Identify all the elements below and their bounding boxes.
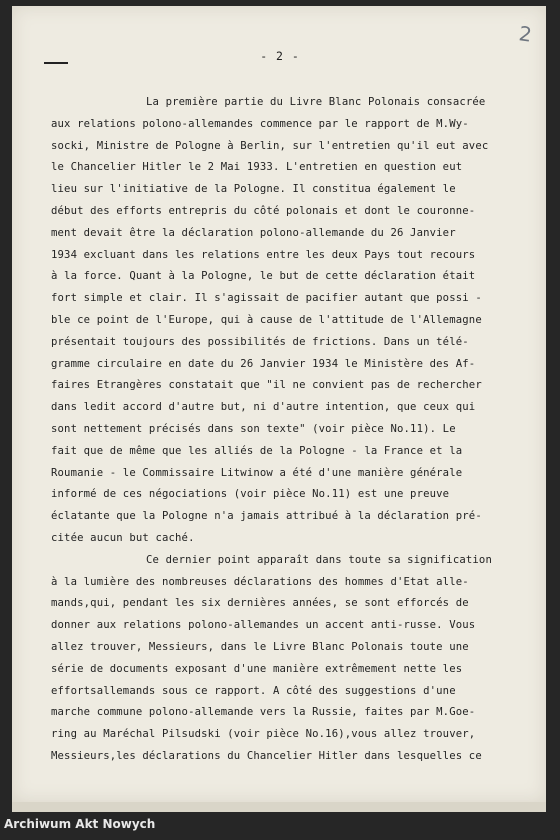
text-line: marche commune polono-allemande vers la Russie, faites par M.Goe- — [51, 706, 476, 718]
text-line: donner aux relations polono-allemandes un accent anti-russe. Vous — [51, 619, 476, 631]
text-line: informé de ces négociations (voir pièce No.11) est une preuve — [51, 488, 450, 500]
text-line: 1934 excluant dans les relations entre les deux Pays tout recours — [51, 249, 476, 261]
archive-watermark-label: Archiwum Akt Nowych — [4, 817, 156, 831]
page-number: - 2 - — [260, 49, 300, 63]
text-line: le Chancelier Hitler le 2 Mai 1933. L'entretien en question eut — [51, 161, 463, 173]
text-line: présentait toujours des possibilités de frictions. Dans un télé- — [51, 336, 469, 348]
text-line: fort simple et clair. Il s'agissait de pacifier autant que possi - — [51, 292, 482, 304]
text-line: dans ledit accord d'autre but, ni d'autre intention, que ceux qui — [51, 401, 476, 413]
text-line: série de documents exposant d'une manière extrêmement nette les — [51, 663, 463, 675]
handwritten-page-mark: 2 — [517, 21, 534, 47]
text-line: début des efforts entrepris du côté polonais et dont le couronne- — [51, 205, 476, 217]
text-line: à la lumière des nombreuses déclarations des hommes d'Etat alle- — [51, 576, 469, 588]
text-line: aux relations polono-allemandes commence par le rapport de M.Wy- — [51, 118, 469, 130]
text-line: faires Etrangères constatait que "il ne convient pas de rechercher — [51, 379, 482, 391]
text-line: ment devait être la déclaration polono-allemande du 26 Janvier — [51, 227, 456, 239]
text-line: sont nettement précisés dans son texte" (voir pièce No.11). Le — [51, 423, 456, 435]
text-line: éclatante que la Pologne n'a jamais attribué à la déclaration pré- — [51, 510, 482, 522]
text-line: allez trouver, Messieurs, dans le Livre Blanc Polonais toute une — [51, 641, 469, 653]
text-line: ring au Maréchal Pilsudski (voir pièce No.16),vous allez trouver, — [51, 728, 476, 740]
text-line: mands,qui, pendant les six dernières années, se sont efforcés de — [51, 597, 469, 609]
text-line: Messieurs,les déclarations du Chancelier Hitler dans lesquelles ce — [51, 750, 482, 762]
page-edge — [12, 802, 546, 812]
text-line: fait que de même que les alliés de la Pologne - la France et la — [51, 445, 463, 457]
text-line: ble ce point de l'Europe, qui à cause de l'attitude de l'Allemagne — [51, 314, 482, 326]
text-line: effortsallemands sous ce rapport. A côté des suggestions d'une — [51, 685, 456, 697]
text-line: citée aucun but caché. — [51, 532, 195, 544]
text-line: Roumanie - le Commissaire Litwinow a été d'une manière générale — [51, 467, 463, 479]
text-line: à la force. Quant à la Pologne, le but de cette déclaration était — [51, 270, 476, 282]
text-line: Ce dernier point apparaît dans toute sa signification — [146, 554, 492, 566]
text-line: socki, Ministre de Pologne à Berlin, sur l'entretien qu'il eut avec — [51, 140, 489, 152]
text-line: gramme circulaire en date du 26 Janvier 1934 le Ministère des Af- — [51, 358, 476, 370]
text-line: La première partie du Livre Blanc Polonais consacrée — [146, 96, 486, 108]
text-line: lieu sur l'initiative de la Pologne. Il constitua également le — [51, 183, 456, 195]
